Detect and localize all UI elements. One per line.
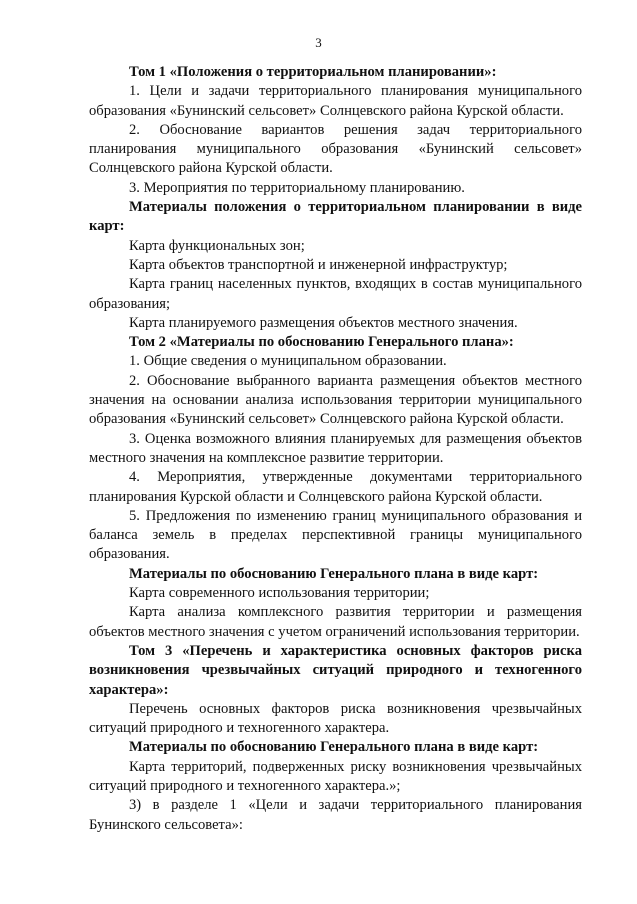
paragraph: 5. Предложения по изменению границ муниципального образования и баланса земель в пределах перспективной границы муниципального образования. xyxy=(89,507,582,563)
volume-2-heading: Том 2 «Материалы по обоснованию Генерального плана»: xyxy=(129,334,514,351)
paragraph: 2. Обоснование выбранного варианта размещения объектов местного значения на основании анализа использования территории муниципального образования «Бунинский сельсовет» Солнцевского района Курской области. xyxy=(89,372,582,428)
paragraph: Перечень основных факторов риска возникновения чрезвычайных ситуаций природного и техногенного характера. xyxy=(89,700,582,737)
page-number: 3 xyxy=(315,35,322,50)
list-item: Карта территорий, подверженных риску возникновения чрезвычайных ситуаций природного и техногенного характера.»; xyxy=(89,758,582,794)
section-heading: Материалы по обоснованию Генерального плана в виде карт: xyxy=(129,565,539,582)
paragraph: 3. Оценка возможного влияния планируемых для размещения объектов местного значения на комплексное развитие территории. xyxy=(89,430,582,466)
document-body xyxy=(89,63,582,835)
list-item: Карта современного использования территории; xyxy=(129,585,430,602)
section-heading: Материалы по обоснованию Генерального плана в виде карт: xyxy=(129,739,539,756)
volume-1-heading: Том 1 «Положения о территориальном планировании»: xyxy=(129,64,497,80)
paragraph: 3) в разделе 1 «Цели и задачи территориального планирования Бунинского сельсовета»: xyxy=(89,797,582,833)
volume-3-heading: Том 3 «Перечень и характеристика основных факторов риска возникновения чрезвычайных ситуаций природного и техногенного характера»: xyxy=(89,642,582,698)
list-item: Карта анализа комплексного развития территории и размещения объектов местного значения с учетом ограничений использования территории. xyxy=(89,604,582,640)
list-item: Карта объектов транспортной и инженерной инфраструктур; xyxy=(129,256,508,273)
paragraph: 1. Цели и задачи территориального планирования муниципального образования «Бунинский сельсовет» Солнцевского района Курской области. xyxy=(89,83,582,119)
paragraph: 2. Обоснование вариантов решения задач территориального планирования муниципального образования «Бунинский сельсовет» Солнцевского района Курской области. xyxy=(89,121,582,177)
paragraph: 4. Мероприятия, утвержденные документами территориального планирования Курской области и Солнцевского района Курской области. xyxy=(89,469,582,505)
list-item: Карта планируемого размещения объектов местного значения. xyxy=(129,314,518,331)
list-item: Карта границ населенных пунктов, входящих в состав муниципального образования; xyxy=(89,276,582,312)
list-item: Карта функциональных зон; xyxy=(129,237,305,254)
paragraph: 1. Общие сведения о муниципальном образовании. xyxy=(129,353,447,370)
paragraph: 3. Мероприятия по территориальному планированию. xyxy=(129,179,465,196)
section-heading: Материалы положения о территориальном планировании в виде карт: xyxy=(89,199,582,235)
